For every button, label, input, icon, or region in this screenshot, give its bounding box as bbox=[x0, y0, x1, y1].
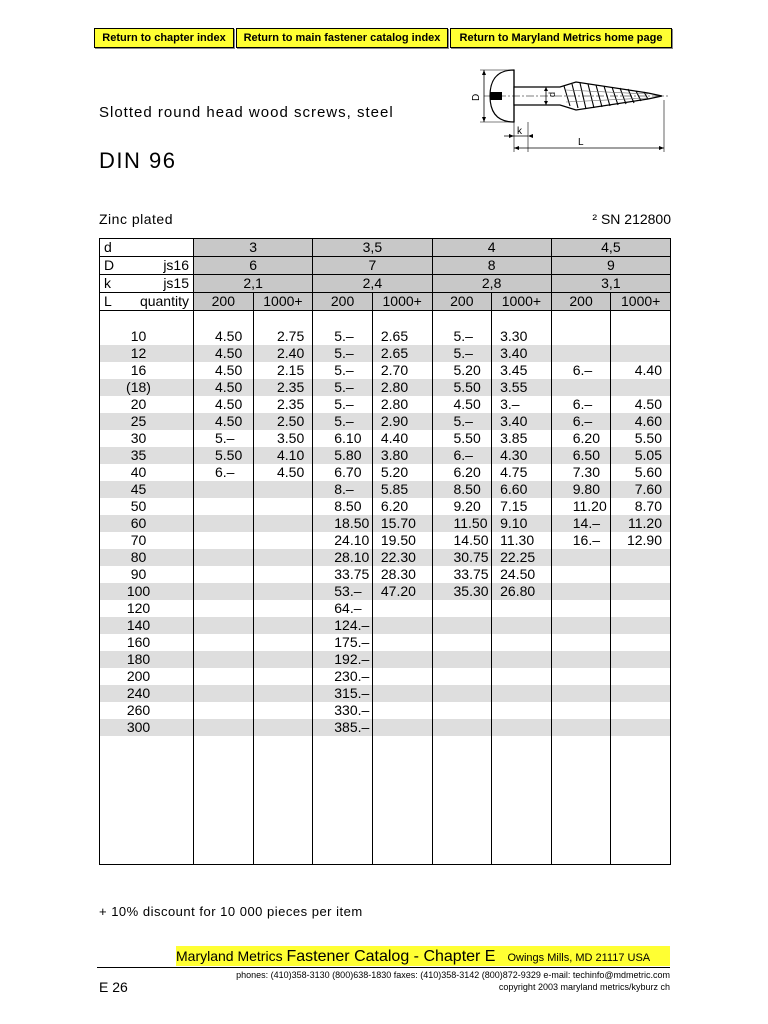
price-cell: 385.– bbox=[313, 719, 373, 736]
price-cell: 6.– bbox=[432, 447, 492, 464]
price-cell: 6.20 bbox=[372, 498, 432, 515]
discount-note: + 10% discount for 10 000 pieces per item bbox=[99, 904, 363, 919]
length-cell: 50 bbox=[100, 498, 194, 515]
quantity-header: 200 bbox=[313, 293, 373, 311]
D-value: 7 bbox=[313, 257, 432, 275]
price-cell: 22.25 bbox=[492, 549, 552, 566]
table-row bbox=[100, 617, 671, 634]
price-cell: 6.20 bbox=[432, 464, 492, 481]
price-cell: 15.70 bbox=[372, 515, 432, 532]
price-cell bbox=[432, 668, 492, 685]
table-row bbox=[100, 464, 671, 481]
d-value: 3,5 bbox=[313, 239, 432, 257]
price-cell: 5.50 bbox=[194, 447, 254, 464]
price-cell bbox=[611, 617, 671, 634]
price-cell bbox=[372, 651, 432, 668]
quantity-header-row bbox=[100, 293, 671, 311]
price-cell bbox=[372, 617, 432, 634]
length-cell: 12 bbox=[100, 345, 194, 362]
price-cell: 3.45 bbox=[492, 362, 552, 379]
price-cell bbox=[611, 685, 671, 702]
price-cell: 5.50 bbox=[432, 430, 492, 447]
L-label: L quantity bbox=[100, 293, 194, 311]
price-cell: 24.10 bbox=[313, 532, 373, 549]
price-cell: 4.40 bbox=[611, 362, 671, 379]
price-cell: 4.30 bbox=[492, 447, 552, 464]
price-cell: 6.60 bbox=[492, 481, 552, 498]
price-cell bbox=[194, 498, 254, 515]
price-cell bbox=[372, 719, 432, 736]
table-row bbox=[100, 413, 671, 430]
price-cell: 7.30 bbox=[551, 464, 611, 481]
price-cell: 7.60 bbox=[611, 481, 671, 498]
price-cell: 9.20 bbox=[432, 498, 492, 515]
length-cell: 180 bbox=[100, 651, 194, 668]
table-row bbox=[100, 719, 671, 736]
price-cell bbox=[253, 481, 313, 498]
price-cell: 6.10 bbox=[313, 430, 373, 447]
catalog-index-button[interactable]: Return to main fastener catalog index bbox=[236, 28, 448, 48]
price-cell: 28.10 bbox=[313, 549, 373, 566]
price-cell: 30.75 bbox=[432, 549, 492, 566]
price-cell bbox=[551, 719, 611, 736]
price-cell: 5.– bbox=[313, 379, 373, 396]
quantity-header: 1000+ bbox=[492, 293, 552, 311]
table-row bbox=[100, 379, 671, 396]
price-cell bbox=[194, 719, 254, 736]
price-cell: 315.– bbox=[313, 685, 373, 702]
price-cell bbox=[253, 617, 313, 634]
price-cell: 2.40 bbox=[253, 345, 313, 362]
page-number: E 26 bbox=[99, 979, 128, 995]
table-row bbox=[100, 396, 671, 413]
price-cell: 5.80 bbox=[313, 447, 373, 464]
price-cell bbox=[432, 685, 492, 702]
price-cell: 9.80 bbox=[551, 481, 611, 498]
price-cell: 64.– bbox=[313, 600, 373, 617]
sn-reference: ² SN 212800 bbox=[592, 211, 671, 227]
price-cell bbox=[492, 668, 552, 685]
price-cell: 4.50 bbox=[611, 396, 671, 413]
length-cell: 70 bbox=[100, 532, 194, 549]
length-cell: (18) bbox=[100, 379, 194, 396]
price-cell bbox=[492, 600, 552, 617]
price-cell bbox=[551, 328, 611, 345]
price-cell bbox=[372, 634, 432, 651]
price-cell bbox=[194, 532, 254, 549]
price-cell: 24.50 bbox=[492, 566, 552, 583]
price-cell: 5.– bbox=[313, 345, 373, 362]
price-cell bbox=[194, 566, 254, 583]
price-cell: 5.50 bbox=[611, 430, 671, 447]
price-cell bbox=[253, 515, 313, 532]
svg-text:d: d bbox=[547, 91, 557, 97]
price-cell: 2.75 bbox=[253, 328, 313, 345]
length-cell: 25 bbox=[100, 413, 194, 430]
price-cell: 47.20 bbox=[372, 583, 432, 600]
price-cell bbox=[372, 668, 432, 685]
price-cell: 28.30 bbox=[372, 566, 432, 583]
price-cell bbox=[551, 566, 611, 583]
price-cell bbox=[253, 549, 313, 566]
price-cell bbox=[253, 532, 313, 549]
length-cell: 90 bbox=[100, 566, 194, 583]
price-cell bbox=[194, 583, 254, 600]
price-cell bbox=[432, 617, 492, 634]
D-header-row bbox=[100, 257, 671, 275]
price-cell: 9.10 bbox=[492, 515, 552, 532]
svg-text:L: L bbox=[578, 137, 584, 148]
price-cell: 6.50 bbox=[551, 447, 611, 464]
price-cell: 3.40 bbox=[492, 345, 552, 362]
price-cell: 2.35 bbox=[253, 396, 313, 413]
k-value: 2,8 bbox=[432, 275, 551, 293]
svg-text:k: k bbox=[517, 126, 522, 137]
price-cell: 5.05 bbox=[611, 447, 671, 464]
standard-number: DIN 96 bbox=[99, 148, 177, 173]
length-cell: 160 bbox=[100, 634, 194, 651]
price-cell: 5.50 bbox=[432, 379, 492, 396]
price-cell bbox=[253, 668, 313, 685]
price-cell: 19.50 bbox=[372, 532, 432, 549]
contact-info: phones: (410)358-3130 (800)638-1830 faxes: (410)358-3142 (800)872-9329 e-mail: techinfo@mdmetric.com copyright 2003 maryland metrics/kyburz ch bbox=[236, 970, 670, 992]
price-cell: 6.– bbox=[551, 413, 611, 430]
length-cell: 45 bbox=[100, 481, 194, 498]
price-cell: 5.20 bbox=[432, 362, 492, 379]
price-cell: 12.90 bbox=[611, 532, 671, 549]
price-cell bbox=[492, 702, 552, 719]
price-cell bbox=[611, 379, 671, 396]
price-cell bbox=[611, 634, 671, 651]
price-cell: 5.– bbox=[313, 362, 373, 379]
price-cell bbox=[432, 600, 492, 617]
price-cell bbox=[611, 651, 671, 668]
price-cell bbox=[194, 668, 254, 685]
quantity-header: 1000+ bbox=[253, 293, 313, 311]
quantity-header: 200 bbox=[432, 293, 492, 311]
d-value: 4,5 bbox=[551, 239, 670, 257]
D-value: 9 bbox=[551, 257, 670, 275]
price-cell: 3.– bbox=[492, 396, 552, 413]
table-row bbox=[100, 702, 671, 719]
price-cell: 4.10 bbox=[253, 447, 313, 464]
price-cell: 26.80 bbox=[492, 583, 552, 600]
price-cell: 22.30 bbox=[372, 549, 432, 566]
price-cell: 14.– bbox=[551, 515, 611, 532]
price-cell: 6.20 bbox=[551, 430, 611, 447]
quantity-header: 200 bbox=[551, 293, 611, 311]
table-row bbox=[100, 566, 671, 583]
price-cell bbox=[492, 651, 552, 668]
price-cell: 5.– bbox=[432, 328, 492, 345]
price-cell bbox=[194, 600, 254, 617]
length-cell: 120 bbox=[100, 600, 194, 617]
length-cell: 300 bbox=[100, 719, 194, 736]
price-cell: 5.– bbox=[313, 328, 373, 345]
price-cell: 124.– bbox=[313, 617, 373, 634]
price-cell: 18.50 bbox=[313, 515, 373, 532]
price-cell: 2.15 bbox=[253, 362, 313, 379]
price-cell bbox=[253, 685, 313, 702]
price-cell: 2.35 bbox=[253, 379, 313, 396]
price-cell: 230.– bbox=[313, 668, 373, 685]
price-cell bbox=[611, 702, 671, 719]
table-row bbox=[100, 362, 671, 379]
price-table bbox=[99, 238, 671, 865]
D-value: 6 bbox=[194, 257, 313, 275]
price-cell: 3.55 bbox=[492, 379, 552, 396]
price-cell: 2.80 bbox=[372, 396, 432, 413]
length-cell: 60 bbox=[100, 515, 194, 532]
D-label: D js16 bbox=[100, 257, 194, 275]
page-title: Slotted round head wood screws, steel bbox=[99, 104, 394, 121]
price-cell bbox=[611, 600, 671, 617]
table-filler bbox=[100, 736, 671, 865]
price-cell: 4.50 bbox=[432, 396, 492, 413]
price-cell: 4.50 bbox=[194, 362, 254, 379]
price-cell: 11.50 bbox=[432, 515, 492, 532]
price-cell: 8.70 bbox=[611, 498, 671, 515]
finish-label: Zinc plated bbox=[99, 211, 173, 227]
price-cell bbox=[611, 566, 671, 583]
price-cell: 2.65 bbox=[372, 345, 432, 362]
k-value: 2,1 bbox=[194, 275, 313, 293]
price-cell bbox=[253, 498, 313, 515]
price-cell bbox=[372, 685, 432, 702]
price-cell bbox=[194, 481, 254, 498]
table-row bbox=[100, 651, 671, 668]
price-cell bbox=[253, 634, 313, 651]
price-cell bbox=[194, 634, 254, 651]
length-cell: 20 bbox=[100, 396, 194, 413]
price-cell bbox=[432, 651, 492, 668]
d-value: 4 bbox=[432, 239, 551, 257]
price-cell bbox=[551, 668, 611, 685]
price-cell: 3.85 bbox=[492, 430, 552, 447]
price-cell: 7.15 bbox=[492, 498, 552, 515]
price-cell bbox=[432, 719, 492, 736]
length-cell: 10 bbox=[100, 328, 194, 345]
price-cell bbox=[253, 702, 313, 719]
length-cell: 40 bbox=[100, 464, 194, 481]
quantity-header: 1000+ bbox=[372, 293, 432, 311]
price-cell: 2.50 bbox=[253, 413, 313, 430]
price-cell bbox=[253, 566, 313, 583]
price-cell bbox=[432, 702, 492, 719]
price-cell: 192.– bbox=[313, 651, 373, 668]
length-cell: 240 bbox=[100, 685, 194, 702]
k-value: 3,1 bbox=[551, 275, 670, 293]
price-cell: 35.30 bbox=[432, 583, 492, 600]
length-cell: 260 bbox=[100, 702, 194, 719]
price-cell bbox=[253, 600, 313, 617]
price-cell: 4.50 bbox=[194, 396, 254, 413]
price-cell bbox=[551, 685, 611, 702]
price-cell bbox=[611, 583, 671, 600]
length-cell: 200 bbox=[100, 668, 194, 685]
price-cell: 4.50 bbox=[253, 464, 313, 481]
price-cell: 2.90 bbox=[372, 413, 432, 430]
d-value: 3 bbox=[194, 239, 313, 257]
table-row bbox=[100, 668, 671, 685]
price-cell: 8.50 bbox=[313, 498, 373, 515]
price-cell bbox=[551, 600, 611, 617]
table-row bbox=[100, 447, 671, 464]
price-cell: 3.80 bbox=[372, 447, 432, 464]
footer-title: Maryland Metrics Fastener Catalog - Chapter E Owings Mills, MD 21117 USA bbox=[176, 948, 651, 965]
table-row bbox=[100, 515, 671, 532]
price-cell: 6.70 bbox=[313, 464, 373, 481]
price-cell: 6.– bbox=[551, 396, 611, 413]
price-cell bbox=[551, 583, 611, 600]
price-cell: 8.– bbox=[313, 481, 373, 498]
home-page-button[interactable]: Return to Maryland Metrics home page bbox=[450, 28, 672, 48]
price-cell: 11.20 bbox=[611, 515, 671, 532]
price-cell bbox=[372, 702, 432, 719]
price-cell bbox=[194, 617, 254, 634]
price-cell bbox=[611, 668, 671, 685]
price-cell bbox=[194, 549, 254, 566]
price-cell bbox=[372, 600, 432, 617]
quantity-header: 1000+ bbox=[611, 293, 671, 311]
price-cell bbox=[551, 634, 611, 651]
price-cell: 5.– bbox=[313, 396, 373, 413]
table-row bbox=[100, 345, 671, 362]
price-cell: 3.40 bbox=[492, 413, 552, 430]
price-cell: 33.75 bbox=[432, 566, 492, 583]
price-cell bbox=[194, 685, 254, 702]
price-cell: 5.– bbox=[432, 345, 492, 362]
k-header-row bbox=[100, 275, 671, 293]
price-cell: 11.20 bbox=[551, 498, 611, 515]
price-cell: 330.– bbox=[313, 702, 373, 719]
price-cell bbox=[194, 651, 254, 668]
table-row bbox=[100, 430, 671, 447]
price-cell: 5.– bbox=[313, 413, 373, 430]
table-row bbox=[100, 685, 671, 702]
price-cell bbox=[492, 685, 552, 702]
price-cell: 5.– bbox=[194, 430, 254, 447]
price-cell bbox=[551, 345, 611, 362]
price-cell: 5.85 bbox=[372, 481, 432, 498]
price-cell bbox=[611, 719, 671, 736]
price-cell: 16.– bbox=[551, 532, 611, 549]
price-cell: 5.60 bbox=[611, 464, 671, 481]
length-cell: 140 bbox=[100, 617, 194, 634]
table-row bbox=[100, 549, 671, 566]
price-cell: 8.50 bbox=[432, 481, 492, 498]
price-cell bbox=[611, 549, 671, 566]
price-cell bbox=[194, 702, 254, 719]
price-cell bbox=[551, 379, 611, 396]
price-cell: 2.70 bbox=[372, 362, 432, 379]
price-cell: 4.50 bbox=[194, 413, 254, 430]
price-cell: 3.30 bbox=[492, 328, 552, 345]
d-label: d bbox=[100, 239, 194, 257]
price-cell: 53.– bbox=[313, 583, 373, 600]
price-cell: 4.50 bbox=[194, 379, 254, 396]
price-cell: 4.40 bbox=[372, 430, 432, 447]
price-cell: 6.– bbox=[551, 362, 611, 379]
price-cell: 33.75 bbox=[313, 566, 373, 583]
price-cell: 3.50 bbox=[253, 430, 313, 447]
price-cell: 14.50 bbox=[432, 532, 492, 549]
table-row bbox=[100, 600, 671, 617]
price-cell bbox=[253, 583, 313, 600]
price-cell bbox=[492, 634, 552, 651]
length-cell: 16 bbox=[100, 362, 194, 379]
price-cell: 4.75 bbox=[492, 464, 552, 481]
price-cell: 2.80 bbox=[372, 379, 432, 396]
chapter-index-button[interactable]: Return to chapter index bbox=[94, 28, 234, 48]
price-cell bbox=[551, 549, 611, 566]
price-cell bbox=[432, 634, 492, 651]
k-value: 2,4 bbox=[313, 275, 432, 293]
price-cell bbox=[253, 719, 313, 736]
price-cell bbox=[551, 651, 611, 668]
length-cell: 30 bbox=[100, 430, 194, 447]
price-cell bbox=[253, 651, 313, 668]
length-cell: 100 bbox=[100, 583, 194, 600]
table-row bbox=[100, 498, 671, 515]
price-cell bbox=[492, 617, 552, 634]
price-cell bbox=[611, 345, 671, 362]
spacer-row bbox=[100, 311, 671, 329]
price-cell bbox=[611, 328, 671, 345]
quantity-header: 200 bbox=[194, 293, 254, 311]
table-row bbox=[100, 634, 671, 651]
table-row bbox=[100, 328, 671, 345]
price-cell: 2.65 bbox=[372, 328, 432, 345]
d-header-row bbox=[100, 239, 671, 257]
D-value: 8 bbox=[432, 257, 551, 275]
k-label: k js15 bbox=[100, 275, 194, 293]
price-cell bbox=[194, 515, 254, 532]
length-cell: 35 bbox=[100, 447, 194, 464]
screw-drawing bbox=[468, 60, 672, 156]
svg-text:D: D bbox=[471, 93, 482, 101]
price-cell bbox=[492, 719, 552, 736]
price-cell: 11.30 bbox=[492, 532, 552, 549]
price-cell: 175.– bbox=[313, 634, 373, 651]
price-cell bbox=[551, 617, 611, 634]
length-cell: 80 bbox=[100, 549, 194, 566]
table-row bbox=[100, 583, 671, 600]
price-cell: 5.20 bbox=[372, 464, 432, 481]
price-cell bbox=[551, 702, 611, 719]
table-row bbox=[100, 481, 671, 498]
price-cell: 4.60 bbox=[611, 413, 671, 430]
price-cell: 4.50 bbox=[194, 328, 254, 345]
footer-divider bbox=[97, 967, 670, 968]
price-cell: 6.– bbox=[194, 464, 254, 481]
table-row bbox=[100, 532, 671, 549]
price-cell: 5.– bbox=[432, 413, 492, 430]
price-cell: 4.50 bbox=[194, 345, 254, 362]
